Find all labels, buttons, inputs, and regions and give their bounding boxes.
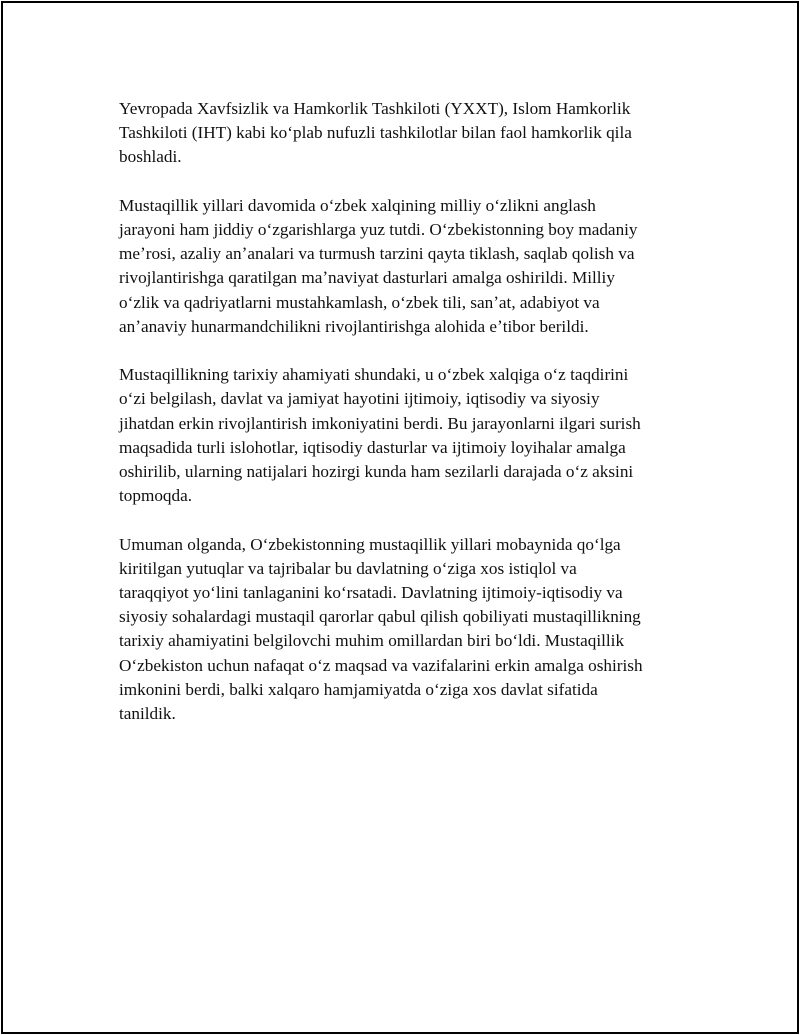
text-line: maqsadida turli islohotlar, iqtisodiy dasturlar va ijtimoiy loyihalar amalga — [119, 437, 626, 457]
document-body — [119, 97, 691, 750]
text-line: oʻzlik va qadriyatlarni mustahkamlash, oʻzbek tili, sanʼat, adabiyot va — [119, 292, 600, 312]
text-line: Mustaqillik yillari davomida oʻzbek xalqining milliy oʻzlikni anglash — [119, 195, 596, 215]
text-line: Yevropada Xavfsizlik va Hamkorlik Tashkiloti (YXXT), Islom Hamkorlik — [119, 99, 631, 118]
text-line: boshladi. — [119, 147, 182, 167]
paragraph — [119, 533, 691, 727]
text-line: topmoqda. — [119, 486, 193, 506]
paragraph — [119, 97, 691, 170]
text-line: tanildik. — [119, 704, 176, 724]
text-line: Umuman olganda, Oʻzbekistonning mustaqillik yillari mobaynida qoʻlga — [119, 534, 621, 554]
document-page — [1, 1, 799, 1034]
text-line: Oʻzbekiston uchun nafaqat oʻz maqsad va vazifalarini erkin amalga oshirish — [119, 655, 643, 675]
text-line: siyosiy sohalardagi mustaqil qarorlar qabul qilish qobiliyati mustaqillikning — [119, 607, 641, 627]
text-line: jihatdan erkin rivojlantirish imkoniyatini berdi. Bu jarayonlarni ilgari surish — [119, 413, 641, 433]
text-line: Tashkiloti (IHT) kabi koʻplab nufuzli tashkilotlar bilan faol hamkorlik qila — [119, 123, 632, 143]
paragraph — [119, 363, 691, 508]
text-line: rivojlantirishga qaratilgan maʼnaviyat dasturlari amalga oshirildi. Milliy — [119, 268, 615, 288]
text-line: kiritilgan yutuqlar va tajribalar bu davlatning oʻziga xos istiqlol va — [119, 558, 577, 578]
text-line: meʼrosi, azaliy anʼanalari va turmush tarzini qayta tiklash, saqlab qolish va — [119, 244, 635, 264]
text-line: jarayoni ham jiddiy oʻzgarishlarga yuz tutdi. Oʻzbekistonning boy madaniy — [119, 220, 638, 239]
text-line: oʻzi belgilash, davlat va jamiyat hayotini ijtimoiy, iqtisodiy va siyosiy — [119, 389, 600, 409]
text-line: taraqqiyot yoʻlini tanlaganini koʻrsatadi. Davlatning ijtimoiy-iqtisodiy va — [119, 583, 623, 603]
text-line: anʼanaviy hunarmandchilikni rivojlantirishga alohida eʼtibor berildi. — [119, 316, 589, 336]
text-line: tarixiy ahamiyatini belgilovchi muhim omillardan biri boʻldi. Mustaqillik — [119, 631, 625, 651]
text-line: Mustaqillikning tarixiy ahamiyati shundaki, u oʻzbek xalqiga oʻz taqdirini — [119, 365, 629, 385]
paragraph — [119, 194, 691, 339]
text-line: oshirilib, ularning natijalari hozirgi kunda ham sezilarli darajada oʻz aksini — [119, 462, 634, 482]
text-line: imkonini berdi, balki xalqaro hamjamiyatda oʻziga xos davlat sifatida — [119, 679, 598, 699]
